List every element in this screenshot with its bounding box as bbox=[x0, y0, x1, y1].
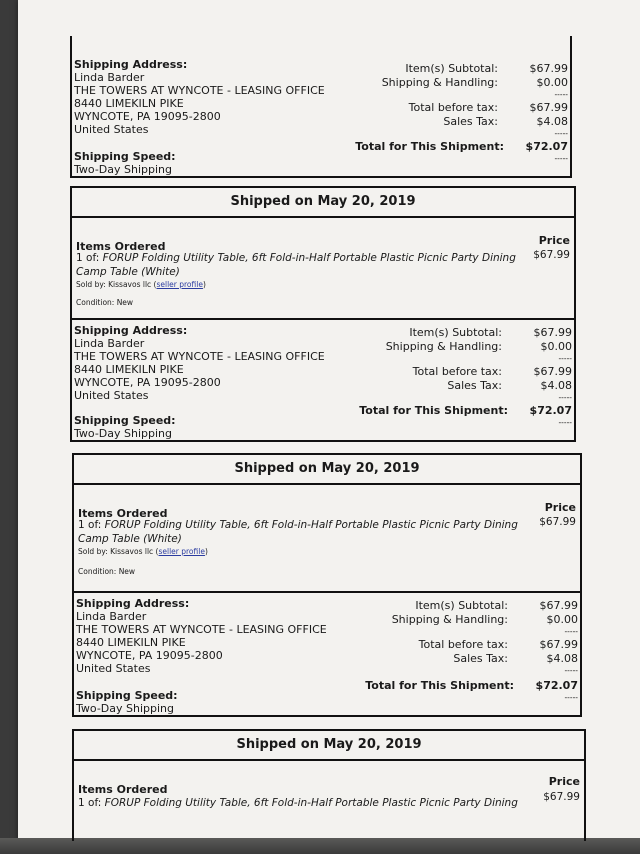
shipment-total-label: Total for This Shipment: bbox=[365, 679, 514, 692]
address-line: THE TOWERS AT WYNCOTE - LEASING OFFICE bbox=[74, 350, 325, 363]
address-line: Linda Barder bbox=[74, 337, 145, 350]
shipping-handling-value: $0.00 bbox=[540, 340, 572, 353]
item-condition: Condition: New bbox=[76, 298, 134, 307]
address-line: WYNCOTE, PA 19095-2800 bbox=[76, 649, 223, 662]
item-title: FORUP Folding Utility Table, 6ft Fold-in-Half Portable Plastic Picnic Party Dining bbox=[104, 519, 518, 531]
divider-dashes: ----- bbox=[554, 90, 568, 99]
divider-dashes: ----- bbox=[558, 354, 572, 363]
shipment-block-2 bbox=[72, 453, 582, 717]
shipping-speed-value: Two-Day Shipping bbox=[74, 163, 173, 176]
sold-by: Sold by: Kissavos llc (seller profile) bbox=[76, 280, 206, 289]
total-before-tax-value: $67.99 bbox=[533, 365, 572, 378]
shipment-total-value: $72.07 bbox=[525, 140, 568, 153]
item-title: FORUP Folding Utility Table, 6ft Fold-in-Half Portable Plastic Picnic Party Dining bbox=[102, 252, 516, 264]
shipping-section bbox=[74, 593, 580, 719]
subtotal-value: $67.99 bbox=[533, 326, 572, 339]
shipping-speed-label: Shipping Speed: bbox=[76, 689, 178, 702]
address-line: WYNCOTE, PA 19095-2800 bbox=[74, 376, 221, 389]
item-quantity: 1 of: bbox=[78, 519, 102, 531]
address-line: 8440 LIMEKILN PIKE bbox=[74, 97, 184, 110]
shipped-on-header: Shipped on May 20, 2019 bbox=[74, 455, 580, 485]
shipping-speed-value: Two-Day Shipping bbox=[76, 702, 175, 715]
address-line: 8440 LIMEKILN PIKE bbox=[74, 363, 184, 376]
total-before-tax-label: Total before tax: bbox=[408, 101, 498, 114]
items-ordered-section bbox=[74, 485, 580, 593]
shipping-address-label: Shipping Address: bbox=[76, 597, 190, 610]
subtotal-label: Item(s) Subtotal: bbox=[409, 326, 502, 339]
items-ordered-heading: Items Ordered bbox=[78, 783, 168, 796]
shipping-section bbox=[72, 320, 574, 444]
shipping-speed-value: Two-Day Shipping bbox=[74, 427, 173, 440]
address-line: United States bbox=[74, 123, 149, 136]
shipment-block-1 bbox=[70, 186, 576, 442]
divider-dashes: ----- bbox=[564, 627, 578, 636]
divider-dashes: ----- bbox=[558, 393, 572, 402]
item-price: $67.99 bbox=[539, 516, 576, 528]
sales-tax-value: $4.08 bbox=[546, 652, 578, 665]
item-price: $67.99 bbox=[533, 249, 570, 261]
price-heading: Price bbox=[548, 775, 580, 788]
sales-tax-label: Sales Tax: bbox=[453, 652, 508, 665]
total-before-tax-label: Total before tax: bbox=[418, 638, 508, 651]
address-line: 8440 LIMEKILN PIKE bbox=[76, 636, 186, 649]
shipping-section bbox=[72, 36, 570, 176]
divider-dashes: ----- bbox=[564, 693, 578, 702]
item-condition: Condition: New bbox=[78, 567, 136, 576]
address-line: Linda Barder bbox=[74, 71, 145, 84]
subtotal-label: Item(s) Subtotal: bbox=[415, 599, 508, 612]
items-ordered-heading: Items Ordered bbox=[76, 240, 166, 253]
seller-profile-link[interactable]: seller profile bbox=[156, 280, 203, 289]
address-line: Linda Barder bbox=[76, 610, 147, 623]
item-title-line bbox=[76, 252, 516, 264]
shipping-speed-label: Shipping Speed: bbox=[74, 414, 176, 427]
total-before-tax-label: Total before tax: bbox=[412, 365, 502, 378]
shipment-total-value: $72.07 bbox=[535, 679, 578, 692]
address-line: United States bbox=[76, 662, 151, 675]
item-title-line: Camp Table (White) bbox=[78, 533, 182, 545]
subtotal-value: $67.99 bbox=[539, 599, 578, 612]
address-line: THE TOWERS AT WYNCOTE - LEASING OFFICE bbox=[76, 623, 327, 636]
item-title: FORUP Folding Utility Table, 6ft Fold-in-Half Portable Plastic Picnic Party Dining bbox=[104, 797, 518, 809]
divider-dashes: ----- bbox=[554, 129, 568, 138]
shipping-handling-value: $0.00 bbox=[536, 76, 568, 89]
item-price: $67.99 bbox=[543, 791, 580, 803]
item-quantity: 1 of: bbox=[76, 252, 100, 264]
item-quantity: 1 of: bbox=[78, 797, 102, 809]
total-before-tax-value: $67.99 bbox=[529, 101, 568, 114]
shipment-block-3 bbox=[72, 729, 586, 841]
items-ordered-section bbox=[74, 761, 584, 841]
items-ordered-heading: Items Ordered bbox=[78, 507, 168, 520]
shipping-address-label: Shipping Address: bbox=[74, 324, 188, 337]
address-line: WYNCOTE, PA 19095-2800 bbox=[74, 110, 221, 123]
sales-tax-value: $4.08 bbox=[540, 379, 572, 392]
item-title-line bbox=[78, 519, 518, 531]
address-line: THE TOWERS AT WYNCOTE - LEASING OFFICE bbox=[74, 84, 325, 97]
item-title-line: Camp Table (White) bbox=[76, 266, 180, 278]
address-line: United States bbox=[74, 389, 149, 402]
price-heading: Price bbox=[538, 234, 570, 247]
sales-tax-label: Sales Tax: bbox=[443, 115, 498, 128]
shipped-on-header: Shipped on May 20, 2019 bbox=[74, 731, 584, 761]
shipping-speed-label: Shipping Speed: bbox=[74, 150, 176, 163]
shipping-handling-label: Shipping & Handling: bbox=[385, 340, 502, 353]
divider-dashes: ----- bbox=[554, 154, 568, 163]
sold-by: Sold by: Kissavos llc (seller profile) bbox=[78, 547, 208, 556]
subtotal-value: $67.99 bbox=[529, 62, 568, 75]
shipment-total-value: $72.07 bbox=[529, 404, 572, 417]
total-before-tax-value: $67.99 bbox=[539, 638, 578, 651]
shipping-handling-label: Shipping & Handling: bbox=[391, 613, 508, 626]
shipping-handling-value: $0.00 bbox=[546, 613, 578, 626]
divider-dashes: ----- bbox=[564, 666, 578, 675]
sales-tax-label: Sales Tax: bbox=[447, 379, 502, 392]
shipment-block-0 bbox=[70, 36, 572, 178]
shipment-total-label: Total for This Shipment: bbox=[355, 140, 504, 153]
sales-tax-value: $4.08 bbox=[536, 115, 568, 128]
shipment-total-label: Total for This Shipment: bbox=[359, 404, 508, 417]
divider-dashes: ----- bbox=[558, 418, 572, 427]
shipped-on-header: Shipped on May 20, 2019 bbox=[72, 188, 574, 218]
seller-profile-link[interactable]: seller profile bbox=[158, 547, 205, 556]
shipping-address-label: Shipping Address: bbox=[74, 58, 188, 71]
items-ordered-section bbox=[72, 218, 574, 320]
price-heading: Price bbox=[544, 501, 576, 514]
subtotal-label: Item(s) Subtotal: bbox=[405, 62, 498, 75]
shipping-handling-label: Shipping & Handling: bbox=[381, 76, 498, 89]
item-title-line bbox=[78, 797, 518, 809]
